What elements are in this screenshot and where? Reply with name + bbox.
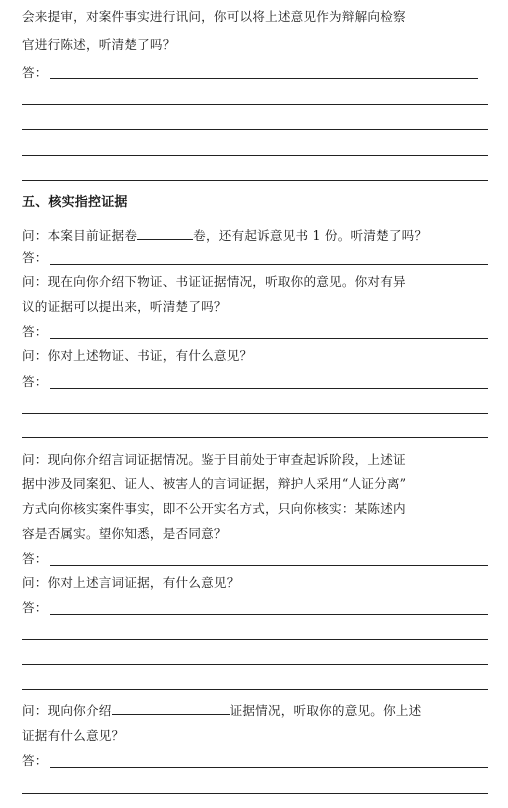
question-physical-evidence-line-2: 议的证据可以提出来，听清楚了吗？: [22, 299, 227, 314]
question-opinion-physical-evidence: 问：你对上述物证、书证，有什么意见？: [22, 348, 253, 363]
answer-line[interactable]: [22, 689, 488, 690]
answer-label: 答：: [22, 324, 48, 339]
question-verbal-evidence-line-4: 容是否属实。望你知悉，是否同意？: [22, 526, 227, 541]
intro-line-1: 会来提审，对案件事实进行讯问，你可以将上述意见作为辩解向检察: [22, 9, 406, 24]
answer-line[interactable]: [22, 793, 488, 794]
answer-line[interactable]: [50, 565, 488, 566]
answer-label: 答：: [22, 65, 48, 80]
answer-line[interactable]: [22, 129, 488, 130]
question-text-part-2: 证据情况，听取你的意见。你上述: [229, 703, 422, 718]
question-opinion-verbal-evidence: 问：你对上述言词证据，有什么意见？: [22, 575, 240, 590]
question-text-part-1: 问：现向你介绍: [22, 703, 112, 718]
evidence-type-blank[interactable]: [112, 702, 230, 715]
answer-label: 答：: [22, 600, 48, 615]
answer-line[interactable]: [22, 104, 488, 105]
answer-line[interactable]: [50, 388, 488, 389]
answer-label: 答：: [22, 551, 48, 566]
question-verbal-evidence-line-1: 问：现向你介绍言词证据情况。鉴于目前处于审查起诉阶段，上述证: [22, 452, 406, 467]
question-text-part-2: 卷，还有起诉意见书 1 份。听清楚了吗？: [193, 228, 428, 243]
question-text-part-1: 问：本案目前证据卷: [22, 228, 138, 243]
question-physical-evidence-line-1: 问：现在向你介绍下物证、书证证据情况，听取你的意见。你对有异: [22, 274, 406, 289]
answer-line[interactable]: [50, 264, 488, 265]
intro-line-2: 官进行陈述，听清楚了吗？: [22, 37, 176, 52]
answer-line[interactable]: [50, 78, 478, 79]
answer-label: 答：: [22, 374, 48, 389]
answer-line[interactable]: [50, 338, 488, 339]
answer-label: 答：: [22, 753, 48, 768]
question-verbal-evidence-line-3: 方式向你核实案件事实，即不公开实名方式，只向你核实：某陈述内: [22, 501, 406, 516]
question-other-evidence: [22, 702, 421, 720]
answer-line[interactable]: [22, 664, 488, 665]
answer-line[interactable]: [22, 413, 488, 414]
answer-line[interactable]: [22, 639, 488, 640]
question-evidence-volumes: [22, 227, 427, 245]
answer-line[interactable]: [22, 155, 488, 156]
answer-line[interactable]: [22, 180, 488, 181]
evidence-volume-count-blank[interactable]: [137, 227, 193, 240]
answer-line[interactable]: [50, 767, 488, 768]
answer-line[interactable]: [22, 437, 488, 438]
section-heading: 五、核实指控证据: [22, 195, 128, 210]
question-verbal-evidence-line-2: 据中涉及同案犯、证人、被害人的言词证据，辩护人采用“人证分离”: [22, 476, 407, 491]
answer-line[interactable]: [50, 614, 488, 615]
answer-label: 答：: [22, 250, 48, 265]
question-other-evidence-line-2: 证据有什么意见？: [22, 728, 125, 743]
